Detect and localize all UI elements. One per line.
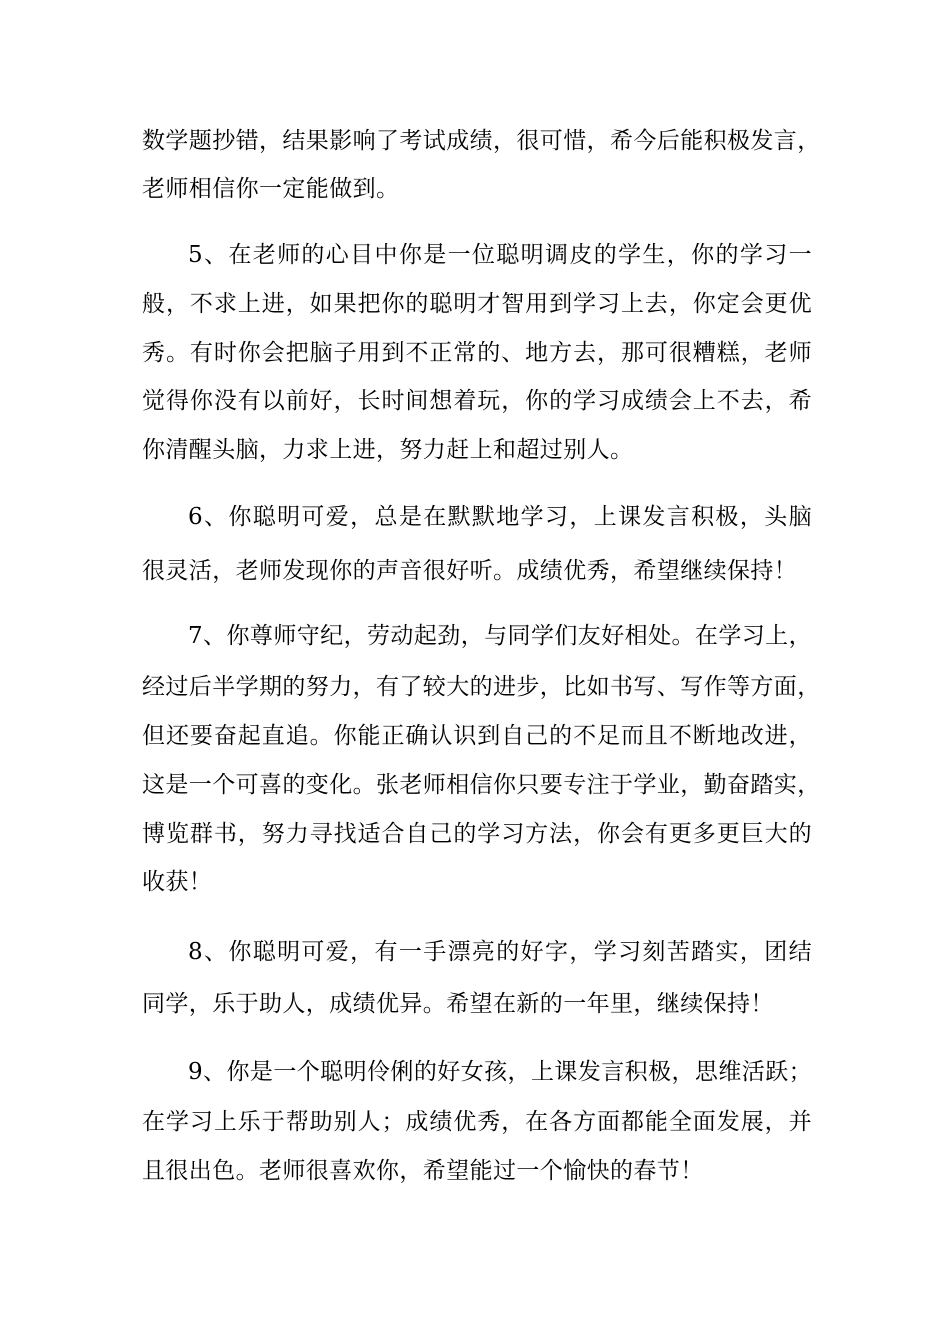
text-line: 秀。有时你会把脑子用到不正常的、地方去，那可很糟糕，老师	[142, 340, 812, 366]
text-line: 5、在老师的心目中你是一位聪明调皮的学生，你的学习一	[188, 242, 812, 268]
text-line: 但还要奋起直追。你能正确认识到自己的不足而且不断地改进，	[142, 723, 812, 749]
text-line: 博览群书，努力寻找适合自己的学习方法，你会有更多更巨大的	[142, 821, 812, 847]
text-line: 经过后半学期的努力，有了较大的进步，比如书写、写作等方面，	[142, 674, 821, 700]
text-line: 很灵活，老师发现你的声音很好听。成绩优秀，希望继续保持！	[142, 558, 798, 584]
text-line: 7、你尊师守纪，劳动起劲，与同学们友好相处。在学习上，	[188, 623, 812, 649]
text-line: 收获！	[142, 869, 213, 895]
text-line: 这是一个可喜的变化。张老师相信你只要专注于学业，勤奋踏实，	[142, 772, 821, 798]
text-line: 在学习上乐于帮助别人；成绩优秀，在各方面都能全面发展，并	[142, 1109, 812, 1135]
text-line: 9、你是一个聪明伶俐的好女孩，上课发言积极，思维活跃；	[188, 1059, 812, 1085]
text-line: 你清醒头脑，力求上进，努力赶上和超过别人。	[142, 437, 634, 463]
text-line: 6、你聪明可爱，总是在默默地学习，上课发言积极，头脑	[188, 504, 812, 530]
text-line: 8、你聪明可爱，有一手漂亮的好字，学习刻苦踏实，团结	[188, 939, 812, 965]
text-line: 般，不求上进，如果把你的聪明才智用到学习上去，你定会更优	[142, 291, 812, 317]
text-line: 同学，乐于助人，成绩优异。希望在新的一年里，继续保持！	[142, 991, 774, 1017]
text-line: 数学题抄错，结果影响了考试成绩，很可惜，希今后能积极发言，	[142, 128, 821, 154]
text-line: 老师相信你一定能做到。	[142, 176, 400, 202]
text-line: 且很出色。老师很喜欢你，希望能过一个愉快的春节！	[142, 1158, 704, 1184]
text-line: 觉得你没有以前好，长时间想着玩，你的学习成绩会上不去，希	[142, 388, 812, 414]
